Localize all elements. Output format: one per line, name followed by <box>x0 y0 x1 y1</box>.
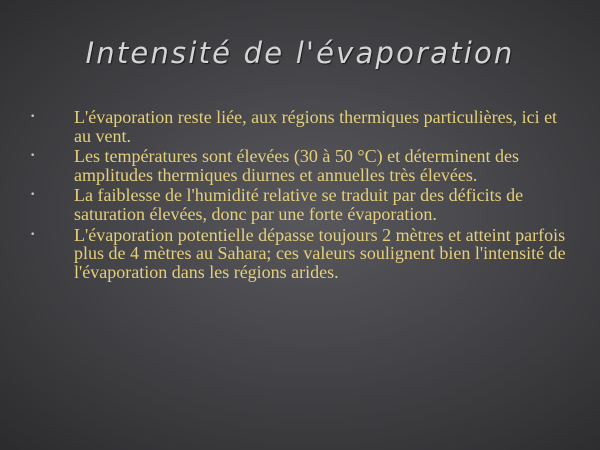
bullet-text: L'évaporation potentielle dépasse toujours 2 mètres et atteint parfois plus de 4 mètres au Sahara; ces valeurs soulignent bien l'intensité de l'évaporation dans les régions arides. <box>74 224 566 282</box>
bullet-item <box>0 186 600 223</box>
bullet-dot-icon: • <box>30 112 36 122</box>
bullet-dot-icon: • <box>30 190 36 201</box>
bullet-text: La faiblesse de l'humidité relative se traduit par des déficits de saturation élevées, donc par une forte évaporation. <box>74 185 524 224</box>
bullet-text: L'évaporation reste liée, aux régions thermiques particulières, ici et au vent. <box>74 107 558 146</box>
bullet-text: Les températures sont élevées (30 à 50 °C) et déterminent des amplitudes thermiques diurnes et annuelles très élevées. <box>74 146 520 185</box>
bullet-dot-icon: • <box>30 229 36 240</box>
bullet-item <box>0 147 600 184</box>
bullet-item <box>0 108 600 145</box>
bullet-dot-icon: • <box>30 151 36 162</box>
bullet-item <box>0 226 600 282</box>
slide-title: Intensité de l'évaporation <box>85 36 515 70</box>
bullet-list <box>0 108 600 281</box>
